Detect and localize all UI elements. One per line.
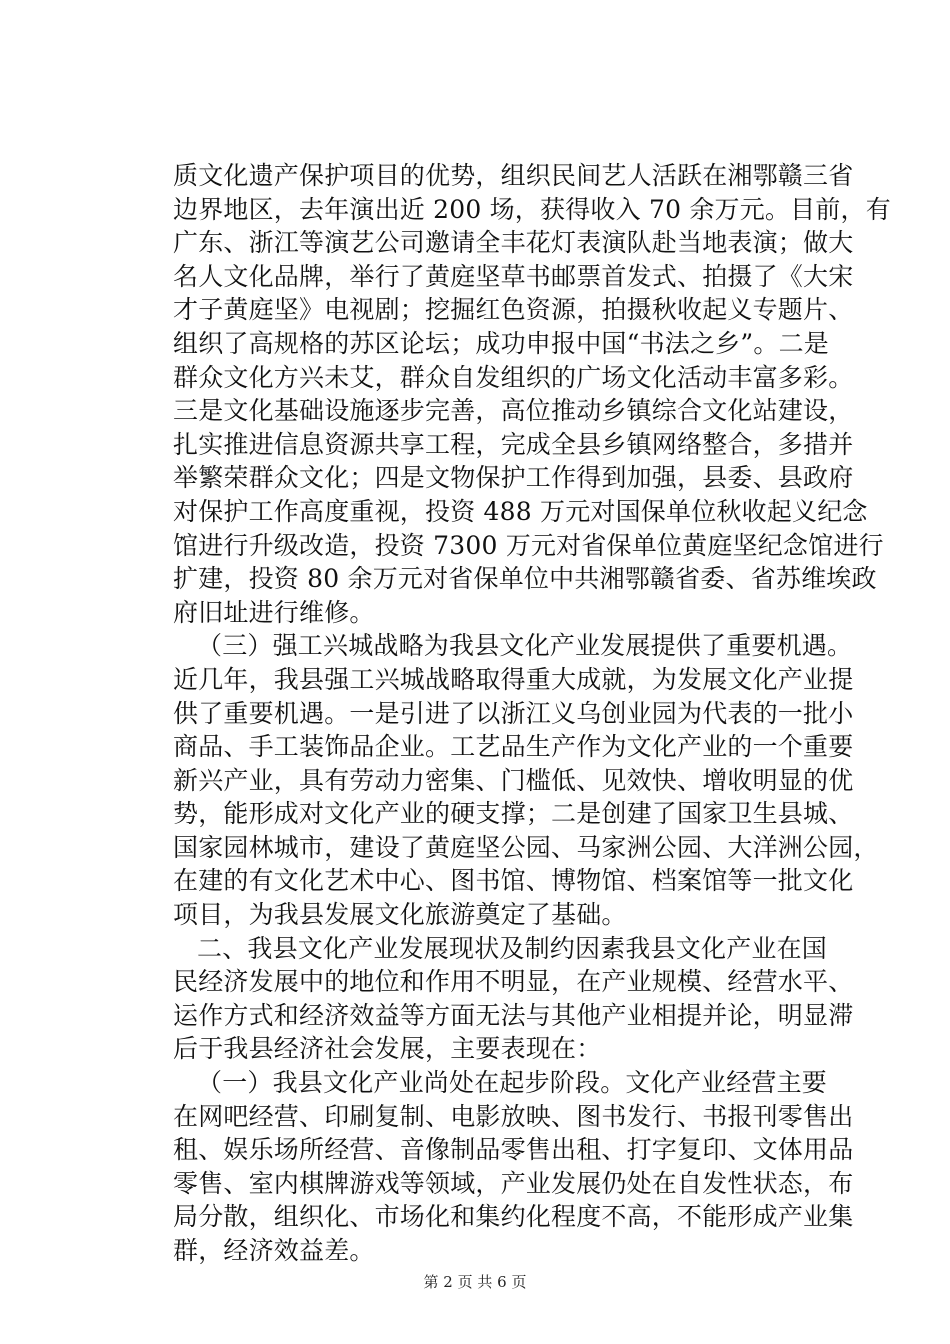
text-line: 群众文化方兴未艾，群众自发组织的广场文化活动丰富多彩。: [173, 362, 854, 392]
text-line: 边界地区，去年演出近 200 场，获得收入 70 余万元。目前，有: [173, 194, 891, 224]
text-line: 在建的有文化艺术中心、图书馆、博物馆、档案馆等一批文化: [173, 866, 854, 896]
text-line: 扎实推进信息资源共享工程，完成全县乡镇网络整合，多措并: [173, 429, 854, 459]
text-line: 国家园林城市，建设了黄庭坚公园、马家洲公园、大洋洲公园，: [173, 832, 879, 862]
text-line: 质文化遗产保护项目的优势，组织民间艺人活跃在湘鄂赣三省: [173, 161, 854, 190]
text-line: 租、娱乐场所经营、音像制品零售出租、打字复印、文体用品: [173, 1135, 854, 1165]
text-line: 后于我县经济社会发展，主要表现在：: [173, 1034, 602, 1064]
text-line: 群，经济效益差。: [173, 1236, 375, 1265]
paragraph-first-line: （三）强工兴城战略为我县文化产业发展提供了重要机遇。: [197, 631, 853, 661]
text-line: 组织了高规格的苏区论坛；成功申报中国“书法之乡”。二是: [173, 328, 829, 358]
text-line: 才子黄庭坚》电视剧；挖掘红色资源，拍摄秋收起义专题片、: [173, 295, 854, 325]
paragraph-first-line: （一）我县文化产业尚处在起步阶段。文化产业经营主要: [197, 1068, 828, 1098]
text-line: 名人文化品牌，举行了黄庭坚草书邮票首发式、拍摄了《大宋: [173, 261, 854, 291]
text-line: 对保护工作高度重视，投资 488 万元对国保单位秋收起义纪念: [173, 496, 868, 526]
text-line: 运作方式和经济效益等方面无法与其他产业相提并论，明显滞: [173, 1000, 854, 1030]
text-line: 民经济发展中的地位和作用不明显，在产业规模、经营水平、: [173, 967, 854, 997]
text-line: 零售、室内棋牌游戏等领域，产业发展仍处在自发性状态，布: [173, 1168, 854, 1198]
text-line: 三是文化基础设施逐步完善，高位推动乡镇综合文化站建设，: [173, 396, 854, 426]
body-text: [173, 159, 891, 1268]
paragraph-first-line: 二、我县文化产业发展现状及制约因素我县文化产业在国: [197, 933, 828, 963]
page-number-footer: 第 2 页 共 6 页: [423, 1273, 527, 1291]
text-line: 府旧址进行维修。: [173, 597, 375, 627]
text-line: 项目，为我县发展文化旅游奠定了基础。: [173, 900, 627, 930]
text-line: 近几年，我县强工兴城战略取得重大成就，为发展文化产业提: [173, 664, 854, 694]
text-line: 扩建，投资 80 余万元对省保单位中共湘鄂赣省委、省苏维埃政: [173, 564, 877, 594]
text-line: 供了重要机遇。一是引进了以浙江义乌创业园为代表的一批小: [173, 698, 854, 728]
text-line: 局分散，组织化、市场化和集约化程度不高，不能形成产业集: [173, 1202, 854, 1232]
text-line: 新兴产业，具有劳动力密集、门槛低、见效快、增收明显的优: [173, 765, 854, 795]
text-line: 在网吧经营、印刷复制、电影放映、图书发行、书报刊零售出: [173, 1101, 854, 1131]
text-line: 势，能形成对文化产业的硬支撑；二是创建了国家卫生县城、: [173, 799, 854, 829]
text-line: 广东、浙江等演艺公司邀请全丰花灯表演队赴当地表演；做大: [173, 228, 854, 258]
text-line: 举繁荣群众文化；四是文物保护工作得到加强，县委、县政府: [173, 463, 854, 493]
text-line: 馆进行升级改造，投资 7300 万元对省保单位黄庭坚纪念馆进行: [173, 530, 884, 560]
text-line: 商品、手工装饰品企业。工艺品生产作为文化产业的一个重要: [173, 732, 854, 762]
